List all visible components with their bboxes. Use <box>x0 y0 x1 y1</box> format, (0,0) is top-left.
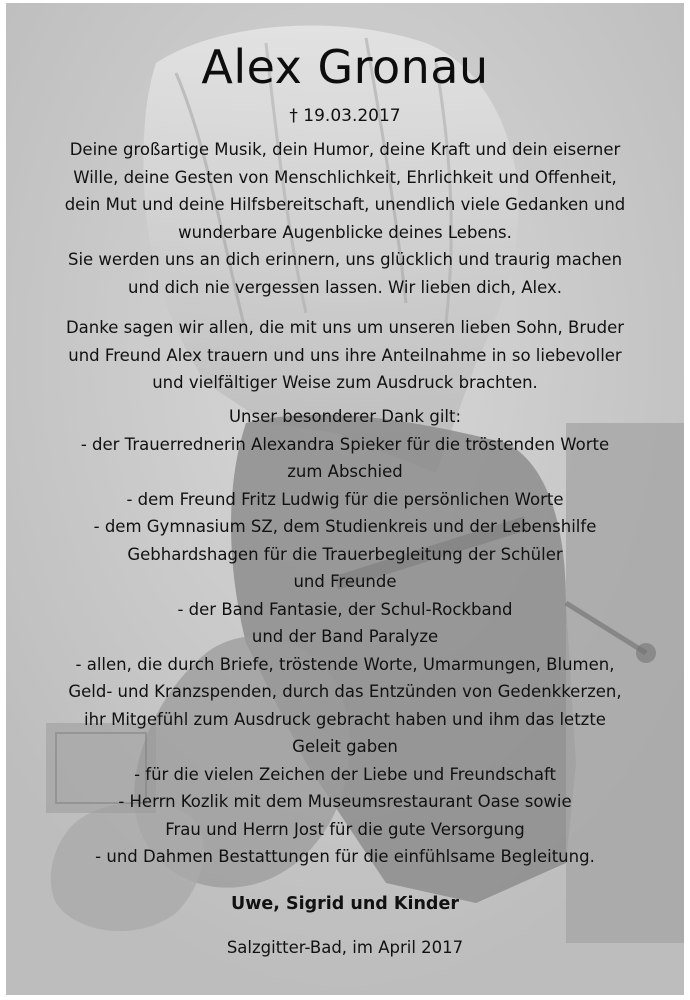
text-line: Frau und Herrn Jost für die gute Versorgung <box>165 819 525 839</box>
text-line: und vielfältiger Weise zum Ausdruck brachten. <box>152 373 538 392</box>
text-line: - allen, die durch Briefe, tröstende Worte, Umarmungen, Blumen, <box>75 654 615 674</box>
text-line: - und Dahmen Bestattungen für die einfühlsame Begleitung. <box>95 847 595 866</box>
text-line: - der Band Fantasie, der Schul-Rockband <box>177 599 513 619</box>
text-line: - für die vielen Zeichen der Liebe und Freundschaft <box>134 764 556 784</box>
text-line: und dich nie vergessen lassen. Wir lieben dich, Alex. <box>127 277 562 297</box>
text-line: Wille, deine Gesten von Menschlichkeit, Ehrlichkeit und Offenheit, <box>73 167 617 187</box>
deceased-name: Alex Gronau <box>201 40 489 94</box>
text-line: dein Mut und deine Hilfsbereitschaft, unendlich viele Gedanken und <box>64 195 626 214</box>
text-line: Geleit gaben <box>292 737 398 756</box>
text-line: wunderbare Augenblicke deines Lebens. <box>178 222 512 242</box>
thanks-intro-paragraph <box>26 314 664 397</box>
special-thanks-list <box>26 403 664 871</box>
signature: Uwe, Sigrid und Kinder <box>231 894 459 914</box>
place-date: Salzgitter-Bad, im April 2017 <box>226 938 464 957</box>
text-line: zum Abschied <box>287 462 403 481</box>
text-line: - der Trauerrednerin Alexandra Spieker für die tröstenden Worte <box>80 434 610 454</box>
text-line: Danke sagen wir allen, die mit uns um unseren lieben Sohn, Bruder <box>65 318 625 337</box>
text-line: ihr Mitgefühl zum Ausdruck gebracht haben und ihm das letzte <box>84 709 606 729</box>
text-line: - dem Gymnasium SZ, dem Studienkreis und der Lebenshilfe <box>93 517 597 536</box>
death-date: † 19.03.2017 <box>289 106 401 126</box>
text-line: Sie werden uns an dich erinnern, uns glücklich und traurig machen <box>67 250 623 269</box>
text-line: und Freunde <box>293 572 397 591</box>
text-line: Deine großartige Musik, dein Humor, deine Kraft und dein eiserner <box>69 140 621 159</box>
text-line: und Freund Alex trauern und uns ihre Anteilnahme in so liebevoller <box>68 345 622 365</box>
text-line: Unser besonderer Dank gilt: <box>228 407 462 426</box>
text-line: - dem Freund Fritz Ludwig für die persönlichen Worte <box>126 489 564 509</box>
text-line: - Herrn Kozlik mit dem Museumsrestaurant Oase sowie <box>118 792 572 811</box>
text-line: und der Band Paralyze <box>251 627 439 646</box>
obituary-card <box>6 3 684 995</box>
text-line: Gebhardshagen für die Trauerbegleitung der Schüler <box>127 544 563 564</box>
tribute-paragraph <box>26 136 664 301</box>
text-line: Geld- und Kranzspenden, durch das Entzünden von Gedenkkerzen, <box>68 682 622 701</box>
